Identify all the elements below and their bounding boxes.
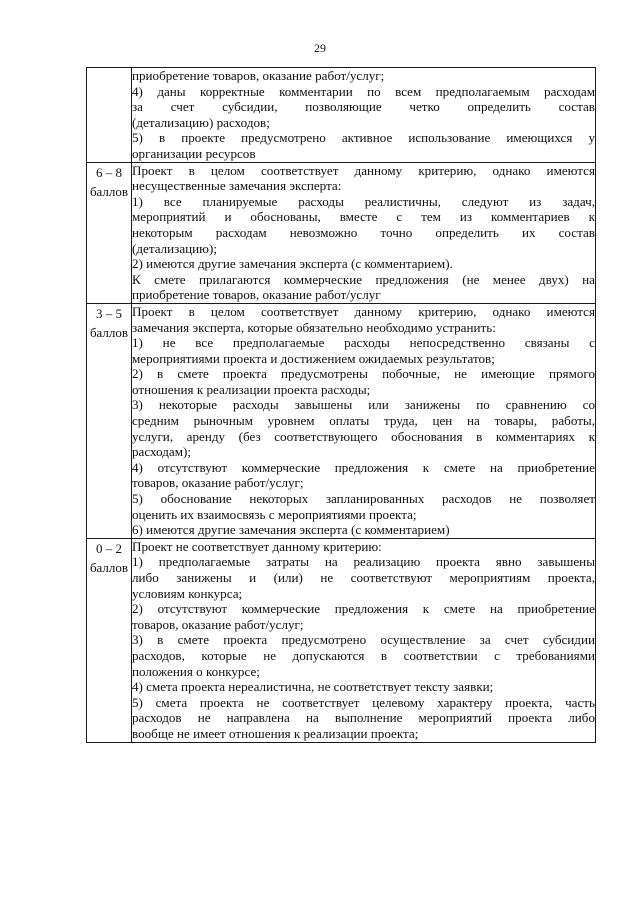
criteria-row <box>87 538 596 742</box>
text-line: приобретение товаров, оказание работ/услуг <box>132 287 381 303</box>
text-line: (детализацию) расходов; <box>132 114 270 130</box>
text-line: 3) некоторые расходы завышены или занижены по сравнению со <box>132 397 595 413</box>
criteria-item <box>132 522 595 538</box>
criteria-item <box>132 272 595 303</box>
criteria-item <box>132 366 595 397</box>
criteria-description <box>132 538 596 742</box>
text-line: 3) в смете проекта предусмотрено осуществление за счет субсидии <box>132 632 595 648</box>
text-line: 2) в смете проекта предусмотрены побочные, не имеющие прямого <box>132 366 595 382</box>
text-line: К смете прилагаются коммерческие предложения (не менее двух) на <box>132 271 595 287</box>
text-line: 2) отсутствуют коммерческие предложения к смете на приобретение <box>132 601 595 617</box>
criteria-description <box>132 68 596 163</box>
text-line: оценить их взаимосвязь с мероприятиями проекта; <box>132 506 417 522</box>
criteria-description <box>132 162 596 303</box>
text-line: 6) имеются другие замечания эксперта (с комментарием) <box>132 522 450 538</box>
score-unit: баллов <box>89 183 129 199</box>
text-line: товаров, оказание работ/услуг; <box>132 475 304 491</box>
criteria-item <box>132 84 595 131</box>
text-line: 4) отсутствуют коммерческие предложения к смете на приобретение <box>132 459 595 475</box>
criteria-item <box>132 601 595 632</box>
criteria-item <box>132 194 595 256</box>
text-line: несущественные замечания эксперта: <box>132 178 342 194</box>
text-line: приобретение товаров, оказание работ/услуг; <box>132 68 385 83</box>
text-line: отношения к реализации проекта расходы; <box>132 381 371 397</box>
criteria-item <box>132 130 595 161</box>
criteria-row <box>87 68 596 163</box>
criteria-item <box>132 695 595 742</box>
score-unit: баллов <box>89 324 129 340</box>
text-line: 4) смета проекта нереалистична, не соответствует тексту заявки; <box>132 679 494 695</box>
score-cell <box>87 68 132 163</box>
criteria-item <box>132 554 595 601</box>
score-cell <box>87 303 132 538</box>
text-line: Проект не соответствует данному критерию: <box>132 538 382 554</box>
criteria-item <box>132 539 595 555</box>
text-line: вообще не имеет отношения к реализации проекта; <box>132 725 419 741</box>
text-line: Проект в целом соответствует данному критерию, однако имеются <box>132 303 595 319</box>
text-line: мероприятиями проекта и достижением ожидаемых результатов; <box>132 350 495 366</box>
text-line: расходов, которые не допускаются в соответствии с требованиями <box>132 647 595 663</box>
criteria-item <box>132 304 595 335</box>
score-range: 0 – 2 <box>96 540 122 556</box>
score-range: 6 – 8 <box>96 164 122 180</box>
criteria-table <box>86 67 596 743</box>
text-line: 5) обоснование некоторых запланированных расходов не позволяет <box>132 491 595 507</box>
text-line: 1) не все предполагаемые расходы непосредственно связаны с <box>132 335 595 351</box>
text-line: условиям конкурса; <box>132 585 243 601</box>
text-line: 1) предполагаемые затраты на реализацию проекта явно завышены <box>132 554 595 570</box>
text-line: средним рыночным уровнем оплаты труда, цен на товары, работы, <box>132 413 595 429</box>
criteria-item <box>132 679 595 695</box>
criteria-description <box>132 303 596 538</box>
text-line: (детализацию); <box>132 240 217 256</box>
text-line: 5) в проекте предусмотрено активное использование имеющихся у <box>132 130 595 146</box>
text-line: 1) все планируемые расходы реалистичны, следуют из задач, <box>132 193 595 209</box>
text-line: Проект в целом соответствует данному критерию, однако имеются <box>132 162 595 178</box>
text-line: расходам); <box>132 444 191 460</box>
score-cell <box>87 162 132 303</box>
text-line: 2) имеются другие замечания эксперта (с комментарием). <box>132 256 453 272</box>
text-line: мероприятий и обоснованы, вместе с тем из комментариев к <box>132 209 595 225</box>
score-cell <box>87 538 132 742</box>
text-line: некоторым расходам невозможно точно определить их состав <box>132 224 595 240</box>
text-line: 5) смета проекта не соответствует целевому характеру проекта, часть <box>132 694 595 710</box>
criteria-item <box>132 632 595 679</box>
criteria-item <box>132 256 595 272</box>
text-line: 4) даны корректные комментарии по всем предполагаемым расходам <box>132 83 595 99</box>
score-range: 3 – 5 <box>96 305 122 321</box>
criteria-item <box>132 397 595 459</box>
page-number: 29 <box>314 41 326 55</box>
text-line: услуги, аренду (без соответствующего обоснования в комментариях к <box>132 428 595 444</box>
criteria-item <box>132 163 595 194</box>
criteria-item <box>132 335 595 366</box>
score-unit: баллов <box>89 559 129 575</box>
text-line: расходов не направлена на выполнение мероприятий проекта либо <box>132 710 595 726</box>
text-line: за счет субсидии, позволяющие четко определить состав <box>132 99 595 115</box>
criteria-row <box>87 162 596 303</box>
criteria-table-body <box>87 68 596 743</box>
text-line: товаров, оказание работ/услуг; <box>132 616 304 632</box>
criteria-item <box>132 460 595 491</box>
text-line: положения о конкурсе; <box>132 663 260 679</box>
criteria-item <box>132 491 595 522</box>
criteria-item <box>132 68 595 84</box>
text-line: замечания эксперта, которые обязательно необходимо устранить: <box>132 319 496 335</box>
text-line: организации ресурсов <box>132 145 256 161</box>
criteria-row <box>87 303 596 538</box>
text-line: либо занижены и (или) не соответствуют мероприятиям проекта, <box>132 570 595 585</box>
